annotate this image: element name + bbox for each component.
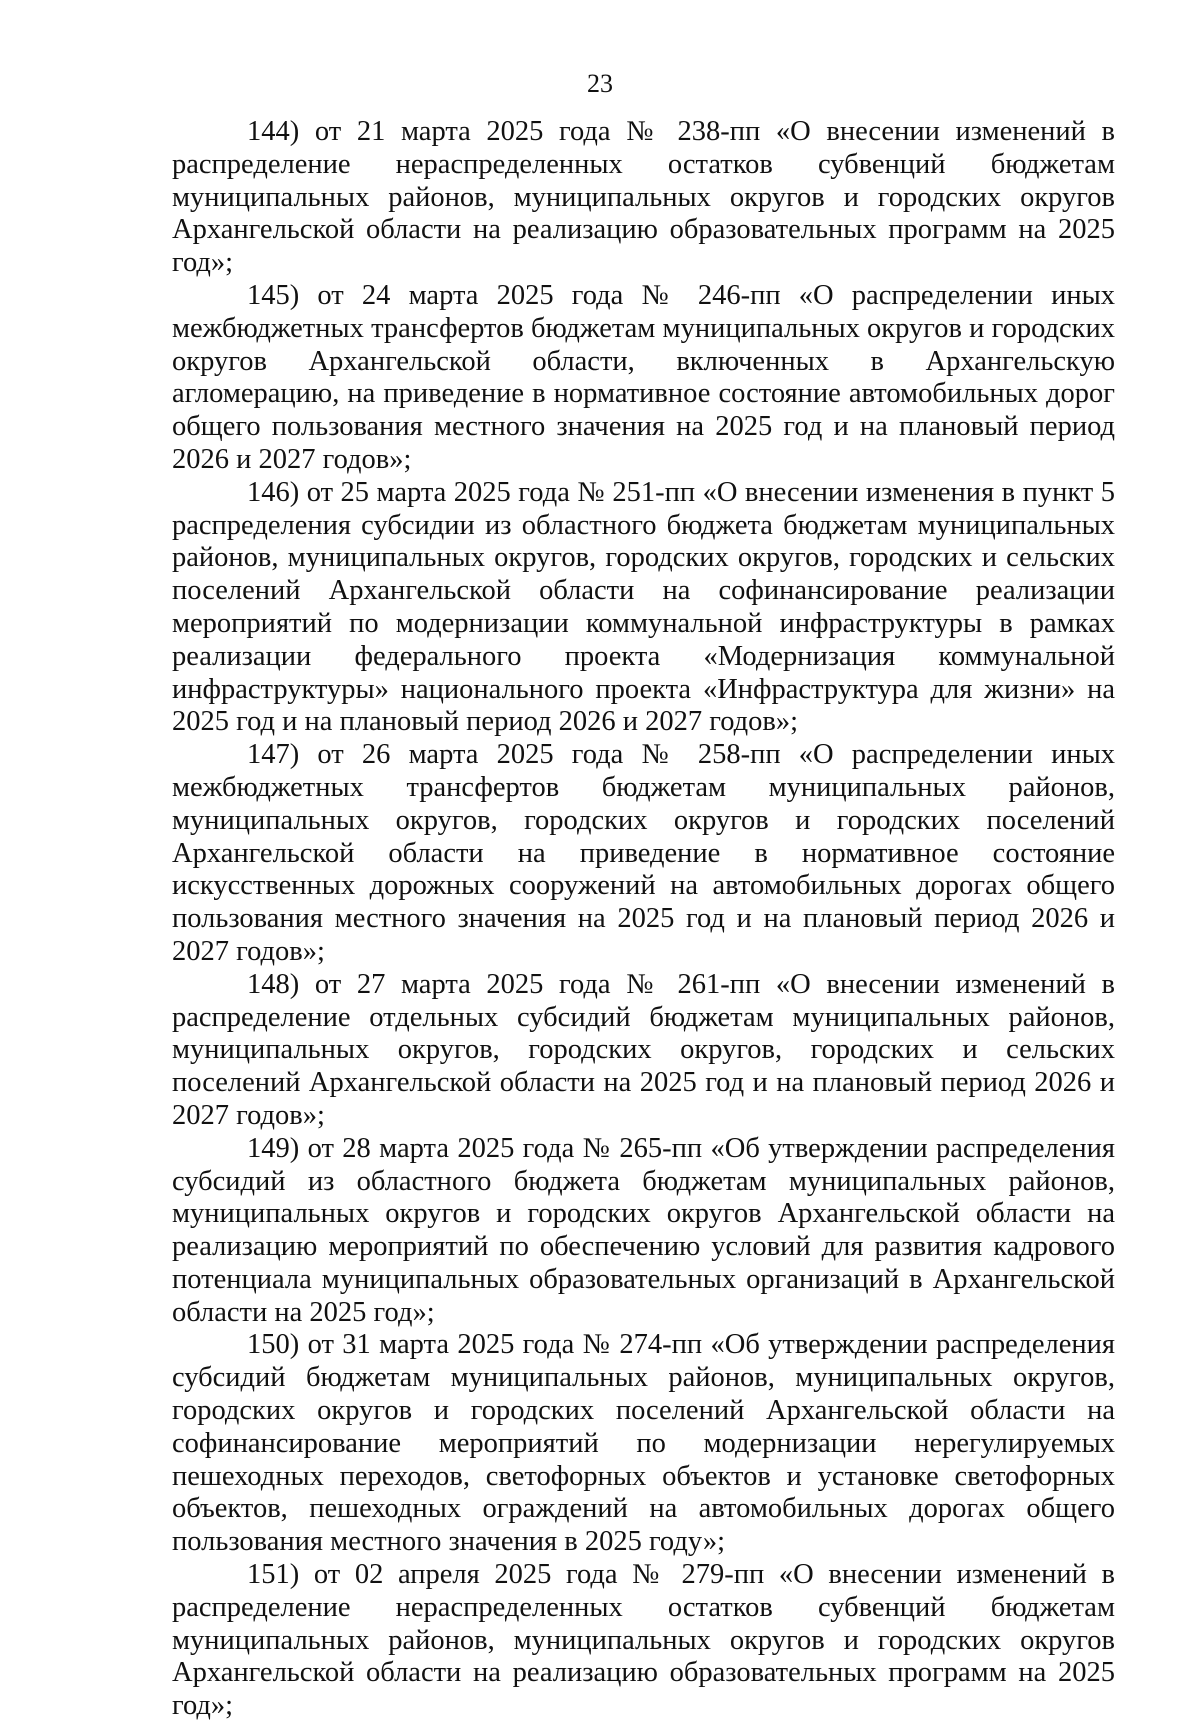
list-item-149: 149) от 28 марта 2025 года № 265-пп «Об утверждении распределения субсидий из областного бюджета бюджетам муниципальных районов, муниципальных округов и городских округов Архангельской области на реализацию мероприятий по обеспечению условий для развития кадрового потенциала муниципальных образовательных организаций в Архангельской области на 2025 год»; xyxy=(172,1132,1115,1328)
list-item-147: 147) от 26 марта 2025 года № 258-пп «О распределении иных межбюджетных трансфертов бюджетам муниципальных районов, муниципальных округов, городских округов и городских поселений Архангельской области на приведение в нормативное состояние искусственных дорожных сооружений на автомобильных дорогах общего пользования местного значения на 2025 год и на плановый период 2026 и 2027 годов»; xyxy=(172,739,1115,967)
list-item-145: 145) от 24 марта 2025 года № 246-пп «О распределении иных межбюджетных трансфертов бюджетам муниципальных округов и городских округов Архангельской области, включенных в Архангельскую агломерацию, на приведение в нормативное состояние автомобильных дорог общего пользования местного значения на 2025 год и на плановый период 2026 и 2027 годов»; xyxy=(172,279,1115,475)
list-item-148: 148) от 27 марта 2025 года № 261-пп «О внесении изменений в распределение отдельных субсидий бюджетам муниципальных районов, муниципальных округов, городских округов, городских и сельских поселений Архангельской области на 2025 год и на плановый период 2026 и 2027 годов»; xyxy=(172,968,1115,1131)
page-number: 23 xyxy=(587,69,613,98)
document-body xyxy=(172,116,1115,1723)
list-item-151: 151) от 02 апреля 2025 года № 279-пп «О внесении изменений в распределение нераспределенных остатков субвенций бюджетам муниципальных районов, муниципальных округов и городских округов Архангельской области на реализацию образовательных программ на 2025 год»; xyxy=(172,1559,1115,1722)
list-item-150: 150) от 31 марта 2025 года № 274-пп «Об утверждении распределения субсидий бюджетам муниципальных районов, муниципальных округов, городских округов и городских поселений Архангельской области на софинансирование мероприятий по модернизации нерегулируемых пешеходных переходов, светофорных объектов и установке светофорных объектов, пешеходных ограждений на автомобильных дорогах общего пользования местного значения в 2025 году»; xyxy=(172,1329,1115,1558)
list-item-144: 144) от 21 марта 2025 года № 238-пп «О внесении изменений в распределение нераспределенных остатков субвенций бюджетам муниципальных районов, муниципальных округов и городских округов Архангельской области на реализацию образовательных программ на 2025 год»; xyxy=(172,116,1115,279)
list-item-146: 146) от 25 марта 2025 года № 251-пп «О внесении изменения в пункт 5 распределения субсидии из областного бюджета бюджетам муниципальных районов, муниципальных округов, городских округов, городских и сельских поселений Архангельской области на софинансирование реализации мероприятий по модернизации коммунальной инфраструктуры в рамках реализации федерального проекта «Модернизация коммунальной инфраструктуры» национального проекта «Инфраструктура для жизни» на 2025 год и на плановый период 2026 и 2027 годов»; xyxy=(172,476,1115,738)
